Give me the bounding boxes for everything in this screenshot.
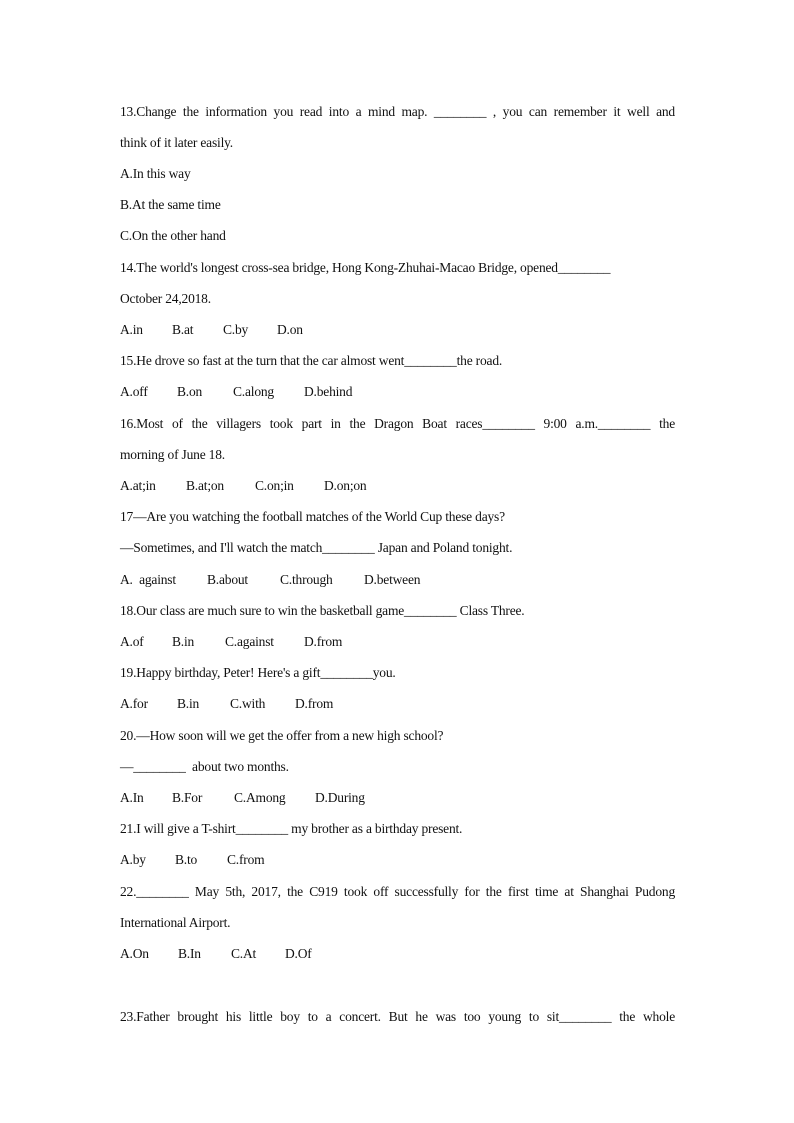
q22-option: B.In [178,946,201,961]
q14-stem-line1: 14.The world's longest cross-sea bridge, Hong Kong-Zhuhai-Macao Bridge, opened________ [120,260,611,275]
q19-option: D.from [295,696,334,711]
q15-option: B.on [177,384,203,399]
q19-option: C.with [230,696,266,711]
q20-line2: —________ about two months. [120,759,289,774]
q21-option: C.from [227,852,265,867]
q13-option-a: A.In this way [120,166,191,181]
q17-option: B.about [207,572,248,587]
q14-option: A.in [120,322,143,337]
q15-options [120,383,680,401]
q22-stem-line2: International Airport. [120,915,231,930]
q13-option-b: B.At the same time [120,197,221,212]
q22-options [120,945,680,963]
q21-options [120,851,680,869]
q13-stem-line2: think of it later easily. [120,135,233,150]
q14-stem-line2: October 24,2018. [120,291,211,306]
q20-line1: 20.—How soon will we get the offer from a new high school? [120,728,444,743]
q16-option: A.at;in [120,478,156,493]
q19-stem: 19.Happy birthday, Peter! Here's a gift________you. [120,665,396,680]
q16-option: B.at;on [186,478,224,493]
q14-option: D.on [277,322,303,337]
q16-option: D.on;on [324,478,367,493]
q17-option: A. against [120,572,176,587]
q15-option: C.along [233,384,274,399]
q13-stem-line1: 13.Change the information you read into a mind map. ________ , you can remember it well and [120,104,675,119]
q23-stem-line1: 23.Father brought his little boy to a concert. But he was too young to sit________ the whole [120,1009,675,1024]
q19-option: B.in [177,696,200,711]
q22-stem-line1: 22.________ May 5th, 2017, the C919 took off successfully for the first time at Shanghai Pudong [120,884,675,899]
q22-option: A.On [120,946,149,961]
q18-option: A.of [120,634,144,649]
q13-option-c: C.On the other hand [120,228,226,243]
q22-option: D.Of [285,946,312,961]
q20-option: C.Among [234,790,286,805]
q17-options [120,571,680,589]
q22-option: C.At [231,946,257,961]
q14-option: B.at [172,322,194,337]
q19-option: A.for [120,696,148,711]
q16-option: C.on;in [255,478,294,493]
q16-options [120,477,680,495]
q17-option: D.between [364,572,421,587]
q17-line1: 17—Are you watching the football matches of the World Cup these days? [120,509,505,524]
q16-stem-line1: 16.Most of the villagers took part in the Dragon Boat races________ 9:00 a.m.________ the [120,416,675,431]
q20-option: D.During [315,790,365,805]
q14-options [120,321,680,339]
q21-option: A.by [120,852,146,867]
q14-option: C.by [223,322,249,337]
q15-option: A.off [120,384,148,399]
q20-option: A.In [120,790,144,805]
q18-option: C.against [225,634,274,649]
q17-option: C.through [280,572,333,587]
q17-line2: —Sometimes, and I'll watch the match________ Japan and Poland tonight. [120,540,513,555]
q21-option: B.to [175,852,198,867]
q15-option: D.behind [304,384,353,399]
q20-option: B.For [172,790,203,805]
q18-options [120,633,680,651]
q18-option: D.from [304,634,343,649]
q21-stem: 21.I will give a T-shirt________ my brother as a birthday present. [120,821,463,836]
q16-stem-line2: morning of June 18. [120,447,225,462]
q19-options [120,695,680,713]
q18-stem: 18.Our class are much sure to win the basketball game________ Class Three. [120,603,525,618]
q18-option: B.in [172,634,195,649]
q15-stem: 15.He drove so fast at the turn that the car almost went________the road. [120,353,503,368]
q20-options [120,789,680,807]
